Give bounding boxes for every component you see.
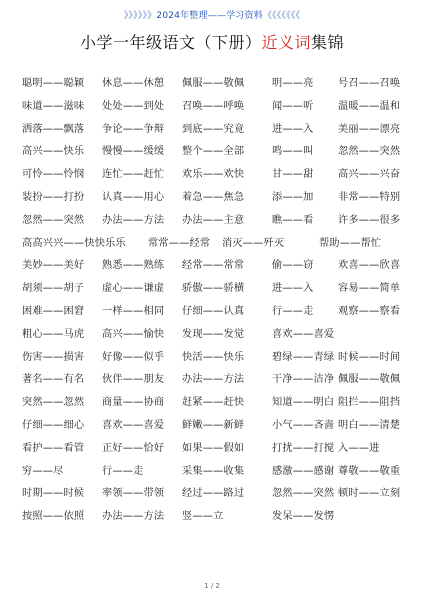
synonym-pair: 聪明——聪颖: [22, 78, 85, 89]
synonym-pair: 发呆——发愣: [272, 511, 335, 523]
synonym-pair: 办法——方法: [102, 214, 165, 226]
synonym-row: [22, 256, 412, 279]
synonym-pair: 顿时——立刻: [338, 488, 401, 500]
synonym-pair: 瞧——看: [272, 214, 314, 226]
synonym-pair: 忽然——突然: [22, 214, 85, 226]
title-suffix: 集锦: [311, 33, 345, 52]
synonym-pair: 佩服——敬佩: [338, 374, 401, 386]
synonym-pair: 美丽——漂亮: [338, 123, 401, 135]
synonym-pair: 时期——时候: [22, 488, 85, 500]
synonym-pair: 快活——快乐: [182, 351, 245, 363]
synonym-pair: 高高兴兴——快快乐乐: [22, 237, 126, 249]
page-title: [0, 30, 424, 53]
synonym-pair: 整个——全部: [182, 146, 245, 158]
synonym-pair: 美妙——美好: [22, 260, 85, 272]
synonym-row: [22, 74, 412, 97]
synonym-row: [22, 348, 412, 371]
synonym-pair: 着急——焦急: [182, 191, 245, 203]
synonym-pair: 行——走: [272, 305, 314, 317]
synonym-pair: 高兴——愉快: [102, 328, 165, 340]
synonym-pair: 办法——方法: [102, 511, 165, 523]
synonym-list: [22, 74, 412, 530]
synonym-pair: 许多——很多: [338, 214, 401, 226]
synonym-pair: 可怜——怜悯: [22, 169, 85, 181]
synonym-pair: 好像——似乎: [102, 351, 165, 363]
synonym-pair: 仔细——认真: [182, 305, 245, 317]
synonym-pair: 添——加: [272, 191, 314, 203]
synonym-pair: 骄傲——骄横: [182, 283, 245, 295]
synonym-pair: 竖——立: [182, 511, 224, 523]
synonym-pair: 装扮——打扮: [22, 191, 85, 203]
synonym-pair: 喜欢——喜爱: [272, 328, 335, 340]
synonym-pair: 伙伴——朋友: [102, 374, 165, 386]
synonym-pair: 尊敬——敬重: [338, 465, 401, 477]
title-highlight: 近义词: [261, 33, 311, 52]
synonym-pair: 入——进: [338, 442, 380, 454]
synonym-pair: 处处——到处: [102, 100, 165, 112]
synonym-pair: 召唤——呼唤: [182, 100, 245, 112]
synonym-pair: 温暖——温和: [338, 100, 401, 112]
synonym-row: [22, 439, 412, 462]
synonym-pair: 碧绿——青绿: [272, 351, 335, 363]
synonym-pair: 连忙——赶忙: [102, 169, 165, 181]
synonym-row: [22, 120, 412, 143]
synonym-pair: 鲜嫩——新鲜: [182, 419, 245, 431]
synonym-pair: 休息——休憩: [102, 78, 165, 89]
synonym-pair: 佩服——敬佩: [182, 78, 245, 89]
synonym-row: [22, 188, 412, 211]
synonym-pair: 发现——发觉: [182, 328, 245, 340]
synonym-pair: 明——亮: [272, 78, 314, 89]
synonym-pair: 消灭——歼灭: [222, 237, 285, 249]
synonym-pair: 忽然——突然: [272, 488, 335, 500]
synonym-row: [22, 234, 412, 257]
synonym-pair: 争论——争辩: [102, 123, 165, 135]
synonym-pair: 闻——听: [272, 100, 314, 112]
synonym-row: [22, 302, 412, 325]
synonym-pair: 认真——用心: [102, 191, 165, 203]
synonym-row: [22, 507, 412, 530]
title-prefix: 小学一年级语文（下册）: [79, 33, 262, 52]
synonym-pair: 熟悉——熟练: [102, 260, 165, 272]
synonym-pair: 按照——依照: [22, 511, 85, 523]
synonym-pair: 常常——经常: [148, 237, 211, 249]
synonym-pair: 号召——召唤: [338, 78, 401, 89]
synonym-pair: 经过——路过: [182, 488, 245, 500]
synonym-row: [22, 97, 412, 120]
page-number: 1 / 2: [204, 582, 220, 590]
synonym-pair: 突然——忽然: [22, 397, 85, 409]
synonym-pair: 商量——协商: [102, 397, 165, 409]
synonym-row: [22, 325, 412, 348]
synonym-pair: 著名——有名: [22, 374, 85, 386]
synonym-pair: 甘——甜: [272, 169, 314, 181]
synonym-row: [22, 142, 412, 165]
synonym-pair: 办法——方法: [182, 374, 245, 386]
synonym-pair: 伤害——损害: [22, 351, 85, 363]
synonym-row: [22, 165, 412, 188]
synonym-pair: 忽然——突然: [338, 146, 401, 158]
synonym-row: [22, 462, 412, 485]
synonym-pair: 欢乐——欢快: [182, 169, 245, 181]
synonym-pair: 帮助——帮忙: [319, 237, 382, 249]
synonym-pair: 虚心——谦虚: [102, 283, 165, 295]
synonym-row: [22, 211, 412, 234]
synonym-pair: 穷——尽: [22, 465, 64, 477]
synonym-pair: 偷——窃: [272, 260, 314, 272]
synonym-pair: 行——走: [102, 465, 144, 477]
synonym-row: [22, 393, 412, 416]
synonym-pair: 到底——究竟: [182, 123, 245, 135]
synonym-pair: 一样——相同: [102, 305, 165, 317]
synonym-pair: 非常——特别: [338, 191, 401, 203]
synonym-row: [22, 370, 412, 393]
synonym-pair: 赶紧——赶快: [182, 397, 245, 409]
synonym-pair: 容易——简单: [338, 283, 401, 295]
synonym-row: [22, 484, 412, 507]
synonym-pair: 鸣——叫: [272, 146, 314, 158]
synonym-pair: 喜欢——喜爱: [102, 419, 165, 431]
synonym-pair: 干净——洁净: [272, 374, 335, 386]
synonym-pair: 进——入: [272, 283, 314, 295]
synonym-pair: 观察——察看: [338, 305, 401, 317]
synonym-pair: 仔细——细心: [22, 419, 85, 431]
synonym-pair: 时候——时间: [338, 351, 401, 363]
synonym-pair: 经常——常常: [182, 260, 245, 272]
synonym-pair: 阻拦——阻挡: [338, 397, 401, 409]
synonym-pair: 欢喜——欣喜: [338, 260, 401, 272]
synonym-row: [22, 279, 412, 302]
synonym-pair: 洒落——飘落: [22, 123, 85, 135]
synonym-pair: 小气——吝啬: [272, 419, 335, 431]
synonym-pair: 如果——假如: [182, 442, 245, 454]
synonym-pair: 看护——看管: [22, 442, 85, 454]
synonym-pair: 率领——带领: [102, 488, 165, 500]
page-banner: 》》》》》》2024年整理——学习资料《《《《《《《: [123, 11, 301, 21]
synonym-pair: 慢慢——缓缓: [102, 146, 165, 158]
synonym-row: [22, 416, 412, 439]
synonym-pair: 感激——感谢: [272, 465, 335, 477]
synonym-pair: 胡须——胡子: [22, 283, 85, 295]
synonym-pair: 正好——恰好: [102, 442, 165, 454]
synonym-pair: 高兴——快乐: [22, 146, 85, 158]
synonym-pair: 采集——收集: [182, 465, 245, 477]
synonym-pair: 知道——明白: [272, 397, 335, 409]
synonym-pair: 明白——清楚: [338, 419, 401, 431]
synonym-pair: 味道——滋味: [22, 100, 85, 112]
synonym-pair: 进——入: [272, 123, 314, 135]
synonym-pair: 高兴——兴奋: [338, 169, 401, 181]
synonym-pair: 困难——困窘: [22, 305, 85, 317]
synonym-pair: 粗心——马虎: [22, 328, 85, 340]
synonym-pair: 办法——主意: [182, 214, 245, 226]
synonym-pair: 打扰——打搅: [272, 442, 335, 454]
